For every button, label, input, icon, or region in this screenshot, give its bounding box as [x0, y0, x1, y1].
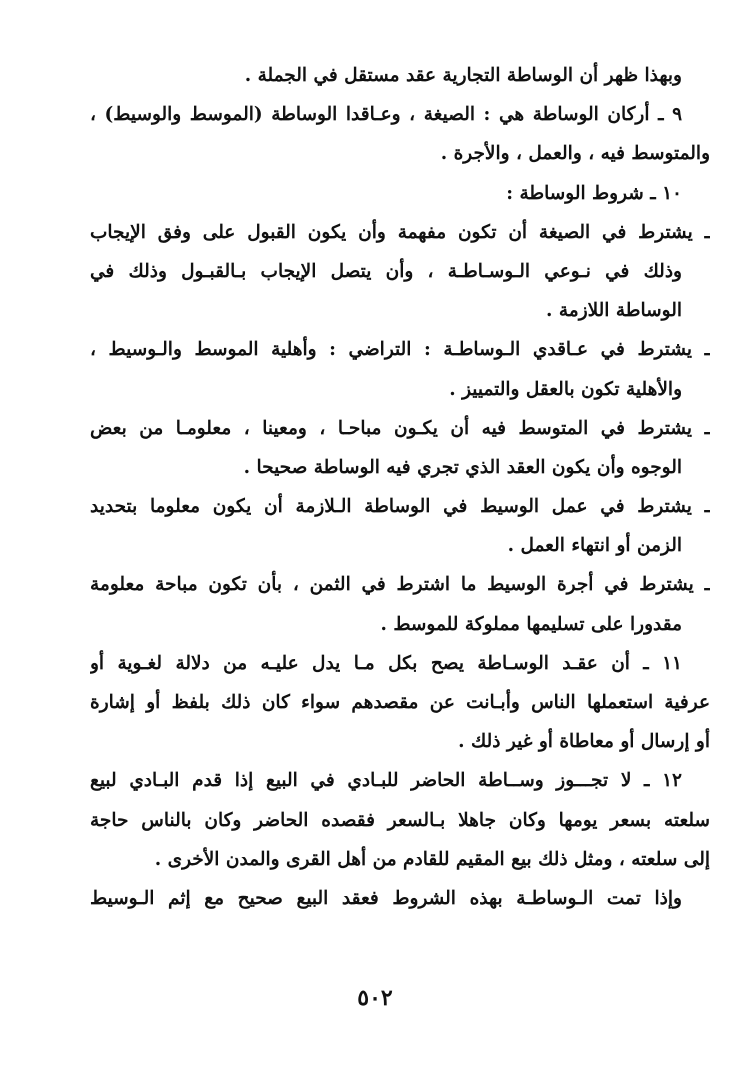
text-line: ١١ ـ أن عقـد الوسـاطة يصح بكل مـا يدل عليـه من دلالة لغـوية أو — [90, 652, 682, 674]
text-line: ـ يشترط في أجرة الوسيط ما اشترط في الثمن ، بأن تكون مباحة معلومة — [90, 574, 710, 596]
text-line: وإذا تمت الـوساطـة بهذه الشروط فعقد البيع صحيح مع إثم الـوسيط — [90, 887, 682, 909]
text-line: والأهلية تكون بالعقل والتمييز . — [449, 378, 682, 400]
text-line: إلى سلعته ، ومثل ذلك بيع المقيم للقادم من أهل القرى والمدن الأخرى . — [154, 848, 710, 870]
text-line: الوجوه وأن يكون العقد الذي تجري فيه الوساطة صحيحا . — [243, 456, 682, 478]
text-line: ـ يشترط في الصيغة أن تكون مفهمة وأن يكون القبول على وفق الإيجاب — [90, 221, 710, 243]
text-line: أو إرسال أو معاطاة أو غير ذلك . — [458, 731, 710, 753]
text-line: ـ يشترط في عـاقدي الـوساطـة : التراضي : وأهلية الموسط والـوسيط ، — [90, 339, 710, 361]
text-line: وذلك في نـوعي الـوسـاطـة ، وأن يتصل الإيجاب بـالقبـول وذلك في — [90, 260, 682, 282]
text-line: ١٢ ـ لا تجـــوز وســاطة الحاضر للبـادي في البيع إذا قدم البـادي لبيع — [90, 770, 682, 792]
text-line: ٩ ـ أركان الوساطة هي : الصيغة ، وعـاقدا الوساطة (الموسط والوسيط) ، — [90, 104, 682, 126]
text-line: ١٠ ـ شروط الوساطة : — [506, 182, 682, 204]
text-line: الوساطة اللازمة . — [545, 300, 682, 322]
page-number: ٥٠٢ — [357, 985, 393, 1011]
text-line: ـ يشترط في عمل الوسيط في الوساطة الـلازمة أن يكون معلوما بتحديد — [90, 496, 710, 518]
text-line: وبهذا ظهر أن الوساطة التجارية عقد مستقل في الجملة . — [244, 65, 682, 86]
text-line: عرفية استعملها الناس وأبـانت عن مقصدهم سواء كان ذلك بلفظ أو إشارة — [90, 692, 710, 713]
text-line: ـ يشترط في المتوسط فيه أن يكـون مباحـا ، ومعينا ، معلومـا من بعض — [90, 417, 710, 439]
text-line: والمتوسط فيه ، والعمل ، والأجرة . — [440, 143, 710, 165]
text-line: مقدورا على تسليمها مملوكة للموسط . — [380, 613, 682, 635]
text-line: الزمن أو انتهاء العمل . — [507, 535, 682, 557]
text-line: سلعته بسعر يومها وكان جاهلا بـالسعر فقصده الحاضر وكان بالناس حاجة — [90, 809, 710, 831]
book-page-text — [90, 56, 710, 918]
